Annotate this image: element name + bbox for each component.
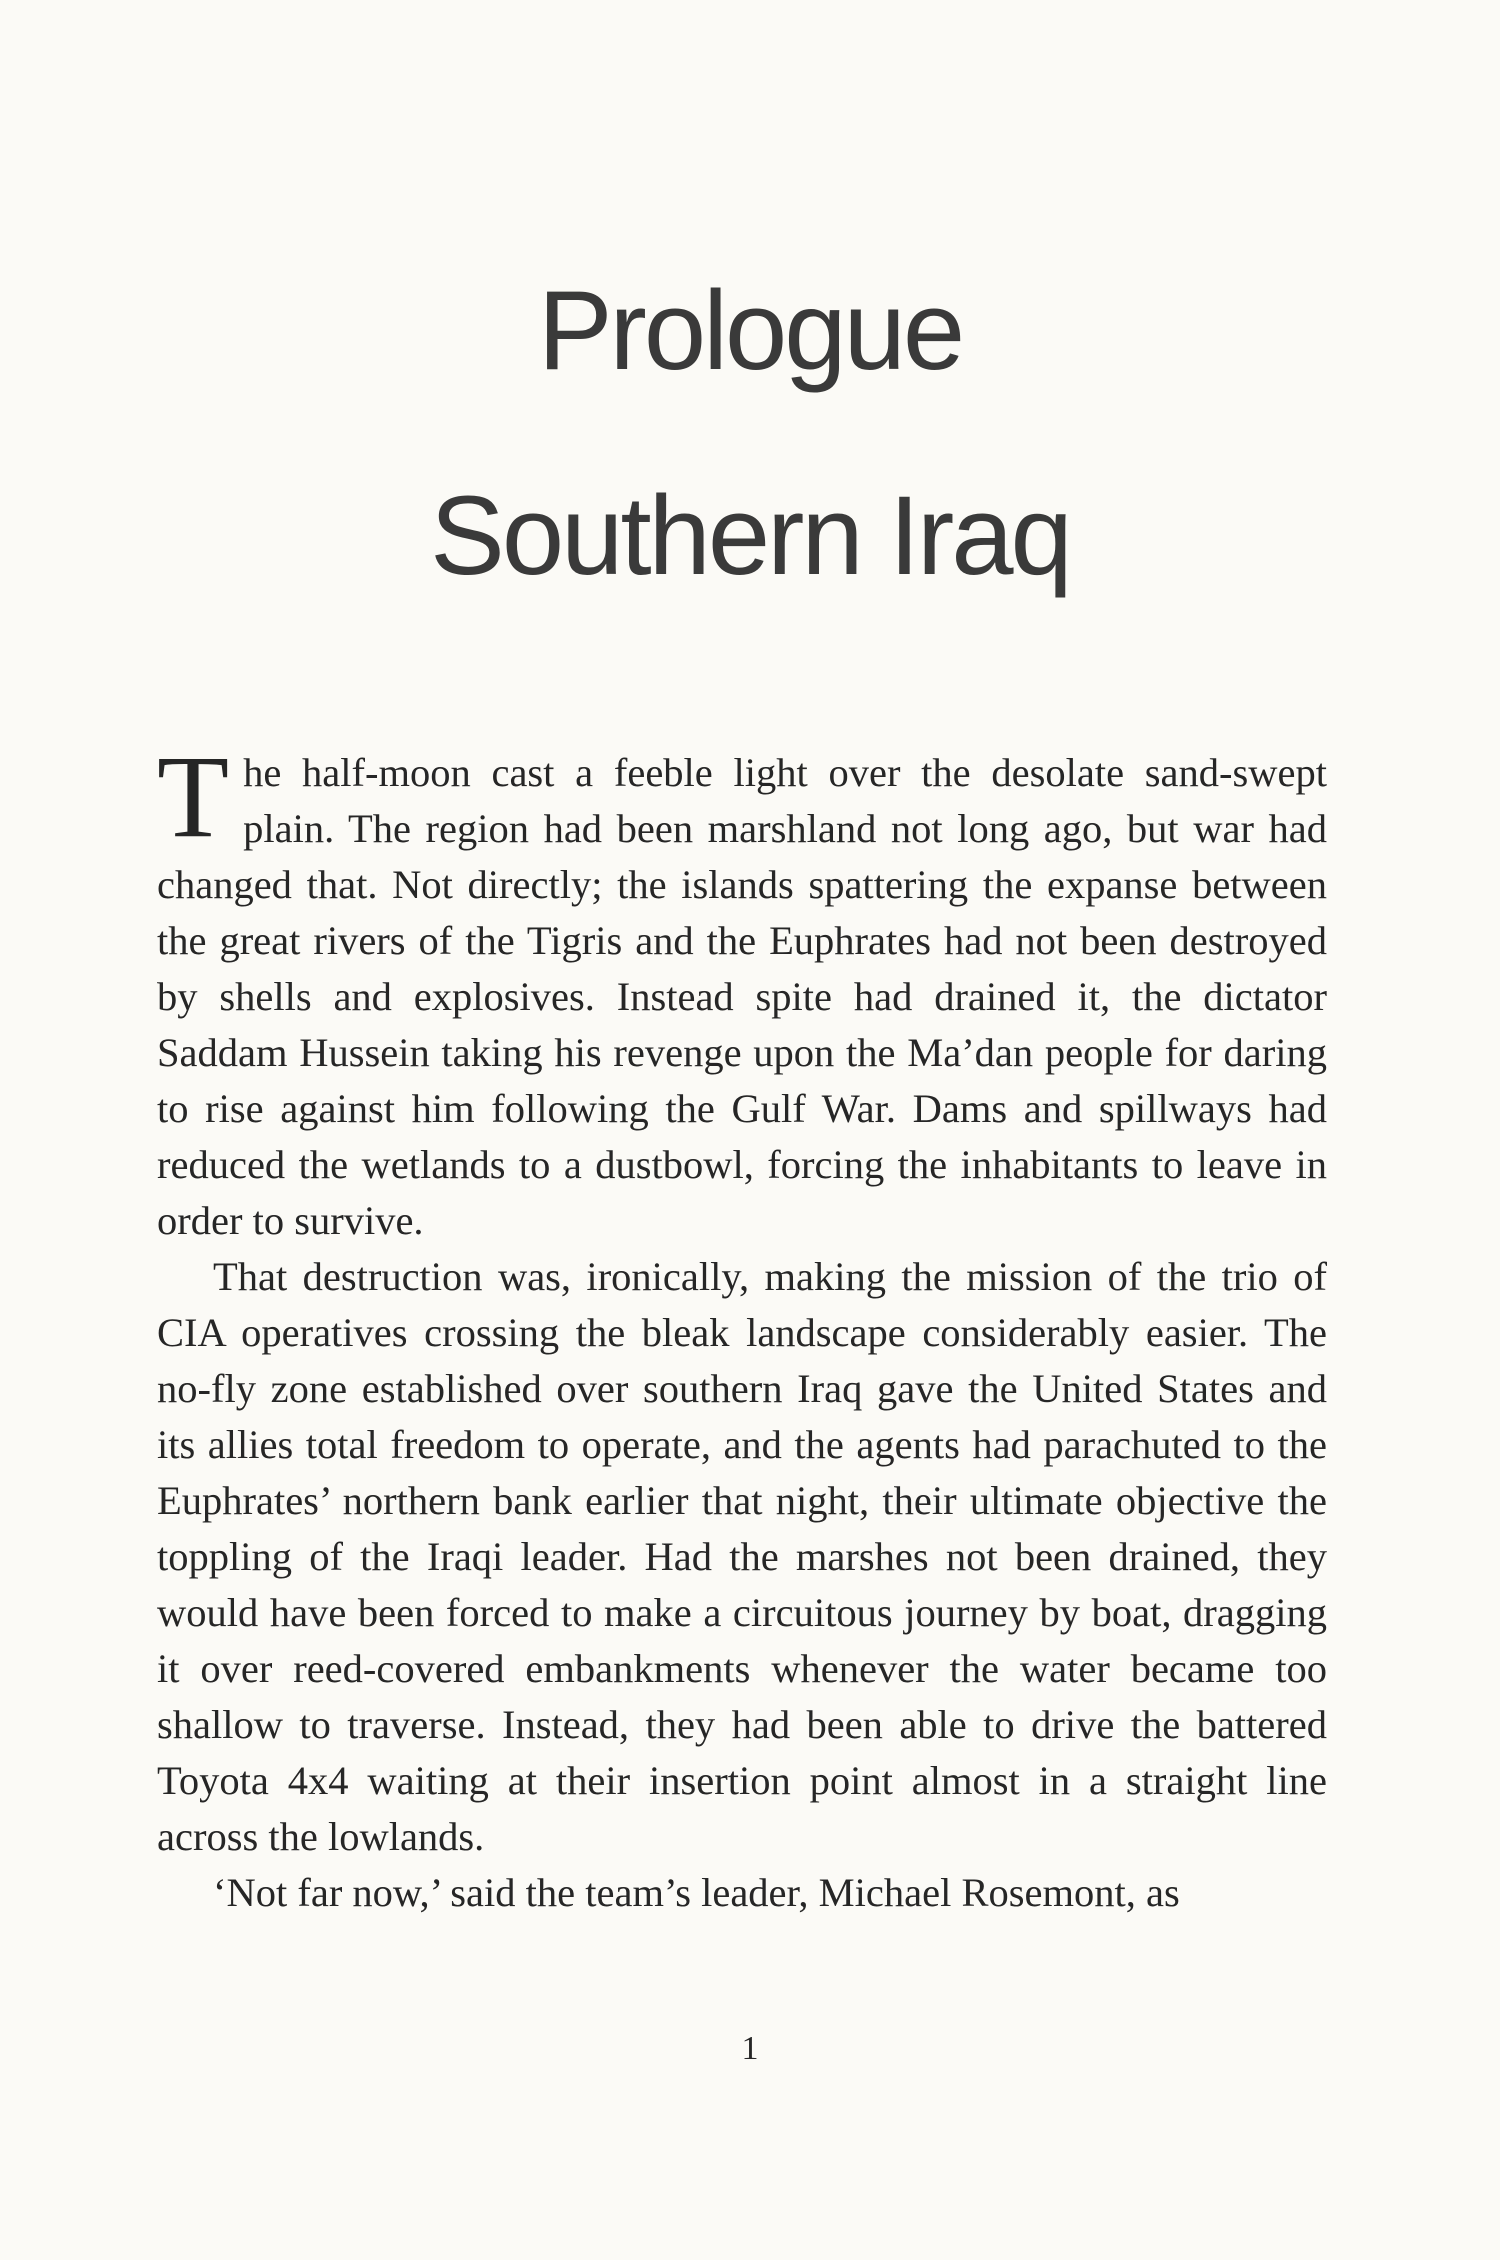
chapter-subtitle: Southern Iraq <box>430 473 1070 598</box>
paragraph-3: ‘Not far now,’ said the team’s leader, Michael Rosemont, as <box>213 1870 1180 1915</box>
page-number: 1 <box>741 2030 759 2067</box>
drop-cap: T <box>157 731 230 862</box>
paragraph-1-text: he half-moon cast a feeble light over the desolate sand-swept plain. The region had been marshland not long ago, but war had changed that. Not directly; the islands spattering the expanse between the great rivers of the Tigris and the Euphrates had not been destroyed by shells and explosives. Instead spite had drained it, the dictator Saddam Hussein taking his revenge upon the Ma’dan people for daring to rise against him following the Gulf War. Dams and spillways had reduced the wetlands to a dustbowl, forcing the inhabitants to leave in order to survive. <box>157 750 1327 1243</box>
paragraph-2: That destruction was, ironically, making the mission of the trio of CIA operatives crossing the bleak landscape considerably easier. The no-fly zone established over southern Iraq gave the United States and its allies total freedom to operate, and the agents had parachuted to the Euphrates’ northern bank earlier that night, their ultimate objective the toppling of the Iraqi leader. Had the marshes not been drained, they would have been forced to make a circuitous journey by boat, dragging it over reed-covered embankments whenever the water became too shallow to traverse. Instead, they had been able to drive the battered Toyota 4x4 waiting at their insertion point almost in a straight line across the lowlands. <box>157 1254 1327 1859</box>
paragraph-1 <box>157 731 1327 1249</box>
chapter-title: Prologue <box>537 268 963 393</box>
body-text <box>157 731 1327 1921</box>
